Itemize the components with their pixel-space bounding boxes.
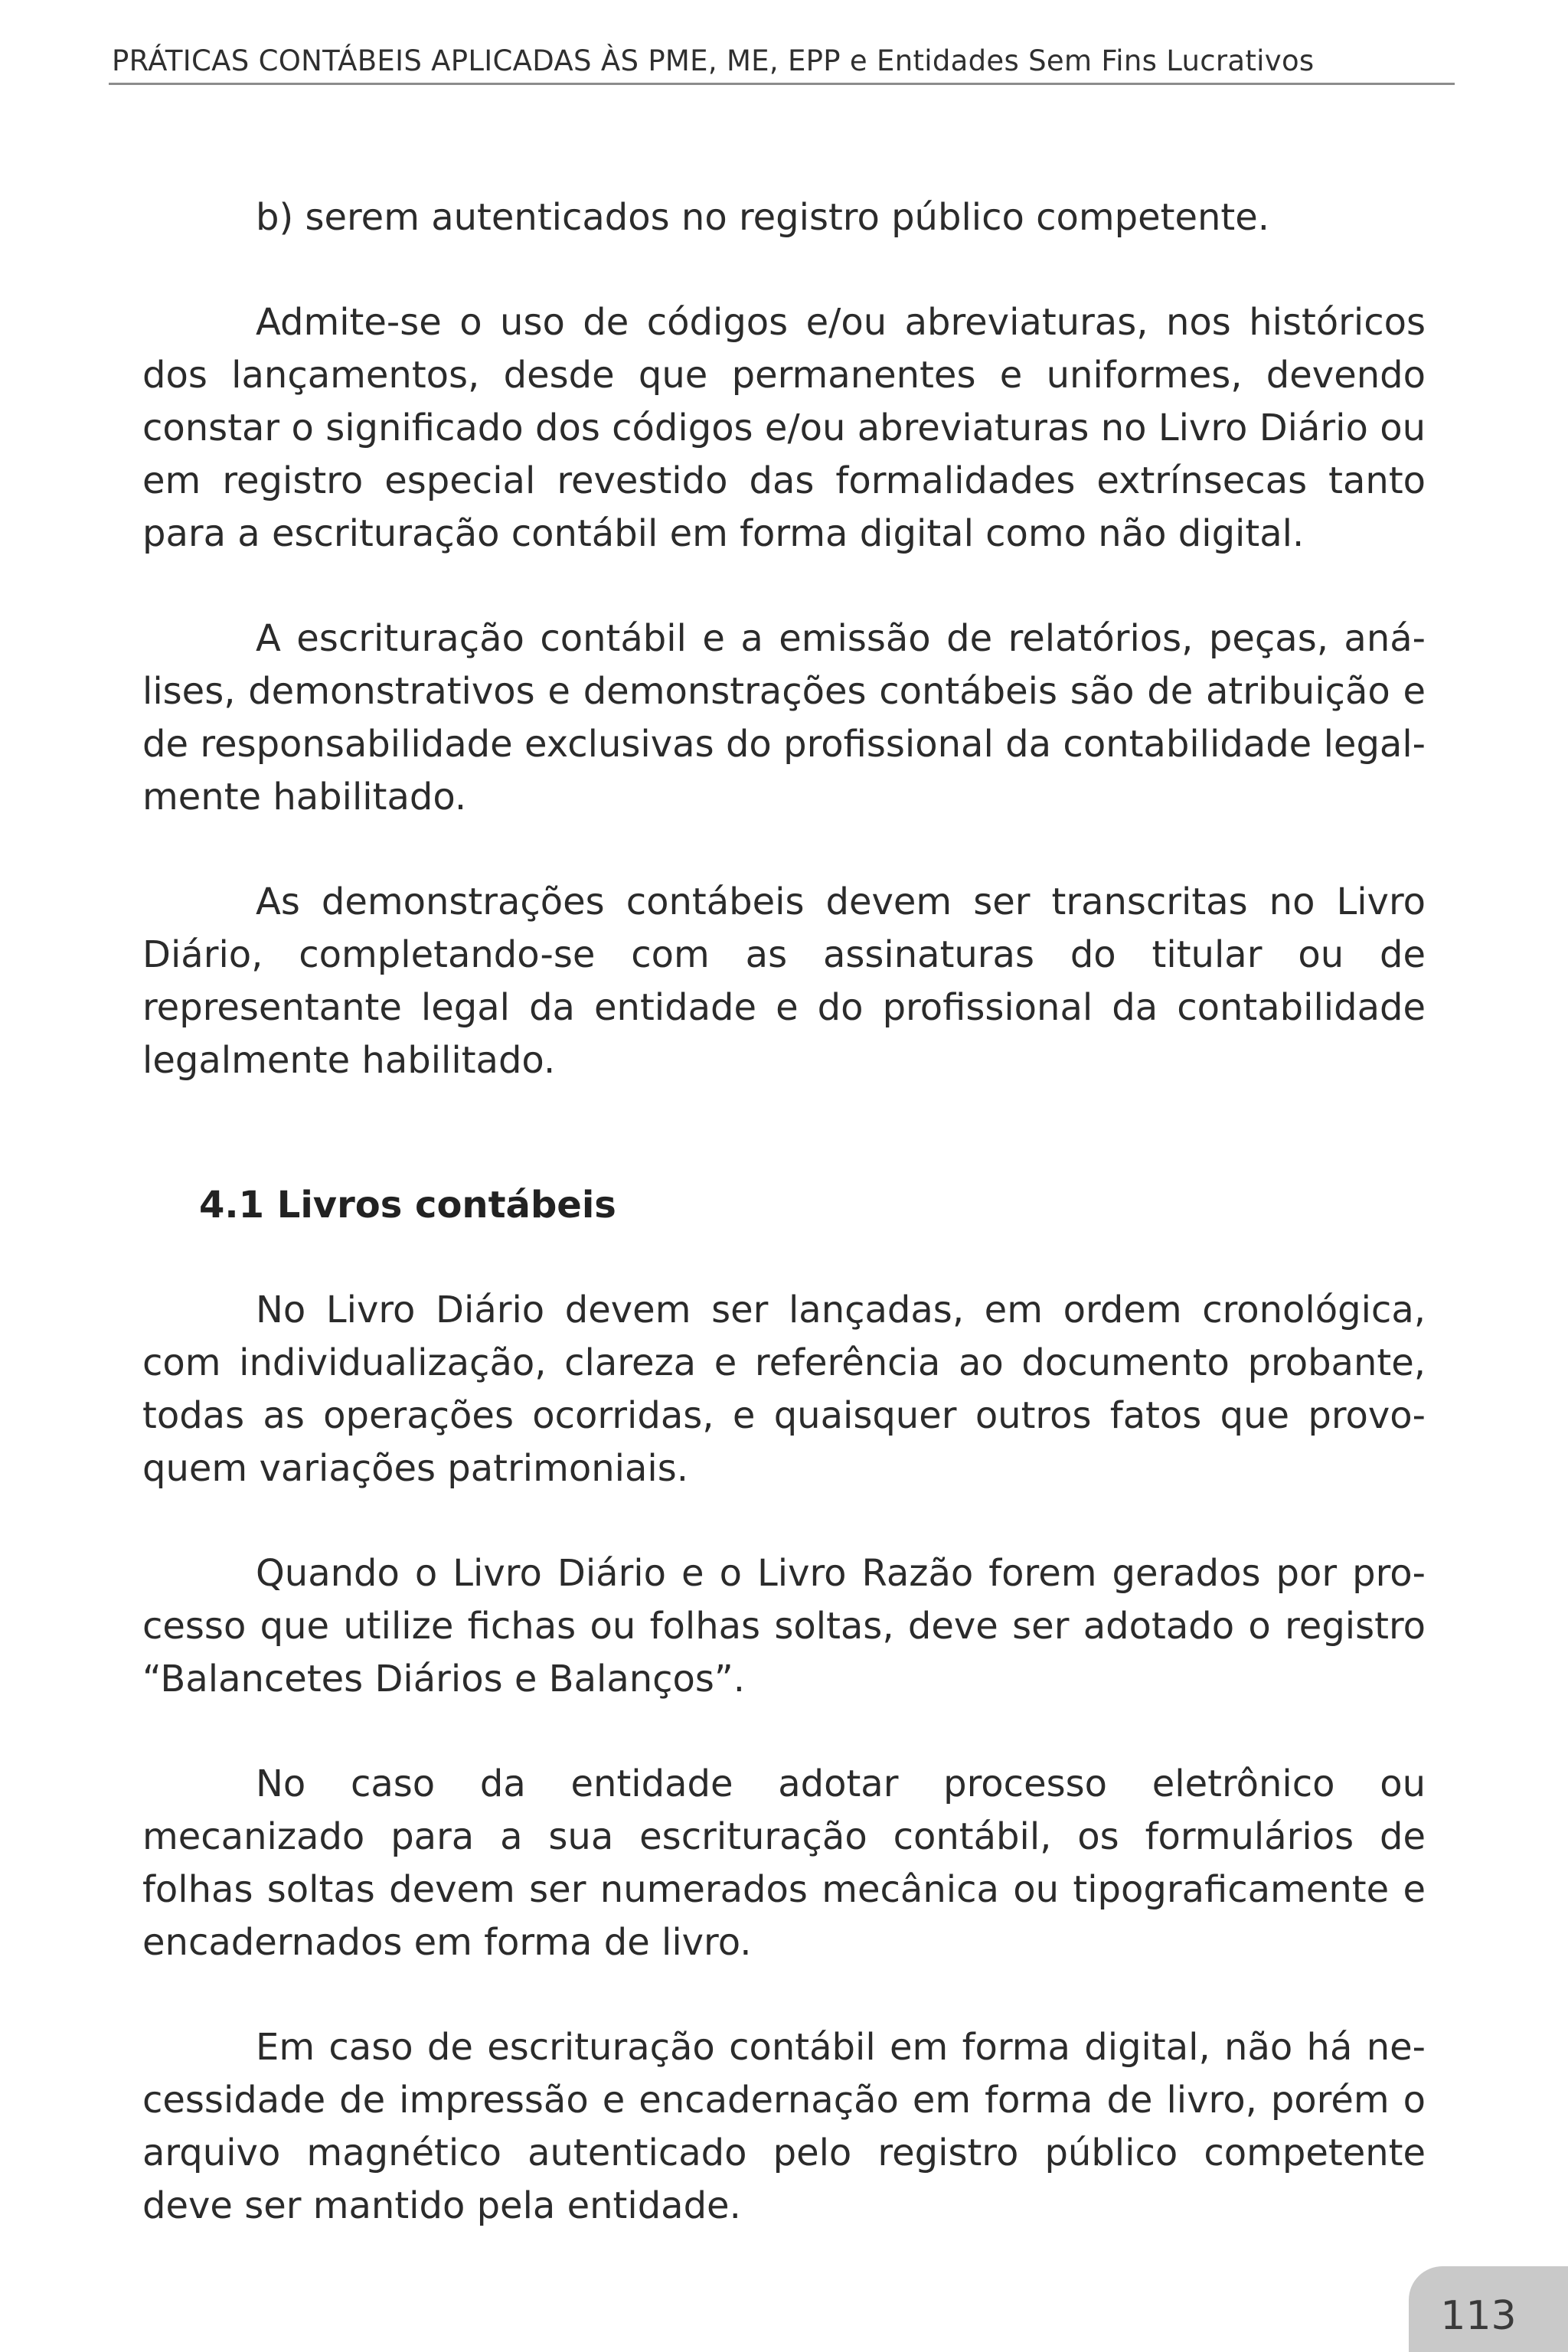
paragraph-fichas-folhas-soltas: Quando o Livro Diário e o Livro Razão forem gerados por processo que utilize fichas ou folhas soltas, deve ser adotado o registro “Balancetes Diários e Balanços”. xyxy=(142,1552,1426,1700)
header-rule xyxy=(109,83,1455,85)
paragraph-escrituracao-atribuicao: A escrituração contábil e a emissão de relatórios, peças, análises, demonstrativos e demonstrações contábeis são de atribuição e de responsabilidade exclusivas do profissional da contabilidade legalmente habilitado. xyxy=(142,617,1426,818)
paragraph-processo-eletronico: No caso da entidade adotar processo eletrônico ou mecanizado para a sua escrituração contábil, os formulários de folhas soltas devem ser numerados mecânica ou tipograficamente e encadernados em forma de livro. xyxy=(142,1762,1426,1964)
section-heading: 4.1 Livros contábeis xyxy=(199,1184,616,1227)
paragraph-livro-diario: No Livro Diário devem ser lançadas, em ordem cronológica, com individualização, clareza e referência ao documento probante, todas as operações ocorridas, e quaisquer outros fatos que provoquem variações patrimoniais. xyxy=(142,1289,1426,1490)
running-header: PRÁTICAS CONTÁBEIS APLICADAS ÀS PME, ME, EPP e Entidades Sem Fins Lucrativos xyxy=(112,44,1315,77)
paragraph-demonstracoes-transcritas: As demonstrações contábeis devem ser transcritas no Livro Diário, completando-se com as assinaturas do titular ou de representante legal da entidade e do profissional da contabilidade legalmente habilitado. xyxy=(142,880,1426,1082)
paragraph-forma-digital: Em caso de escrituração contábil em forma digital, não há necessidade de impressão e encadernação em forma de livro, porém o arquivo magnético autenticado pelo registro público competente deve ser mantido pela entidade. xyxy=(142,2026,1426,2227)
paragraph-item-b: b) serem autenticados no registro público competente. xyxy=(256,196,1270,239)
body-text xyxy=(142,191,1426,2285)
page-number: 113 xyxy=(1440,2293,1517,2339)
paragraph-codigos-abreviaturas: Admite-se o uso de códigos e/ou abreviaturas, nos históricos dos lançamentos, desde que permanentes e uniformes, devendo constar o significado dos códigos e/ou abreviaturas no Livro Diário ou em registro especial revestido das formalidades extrínsecas tanto para a escrituração contábil em forma digital como não digital. xyxy=(142,301,1426,555)
